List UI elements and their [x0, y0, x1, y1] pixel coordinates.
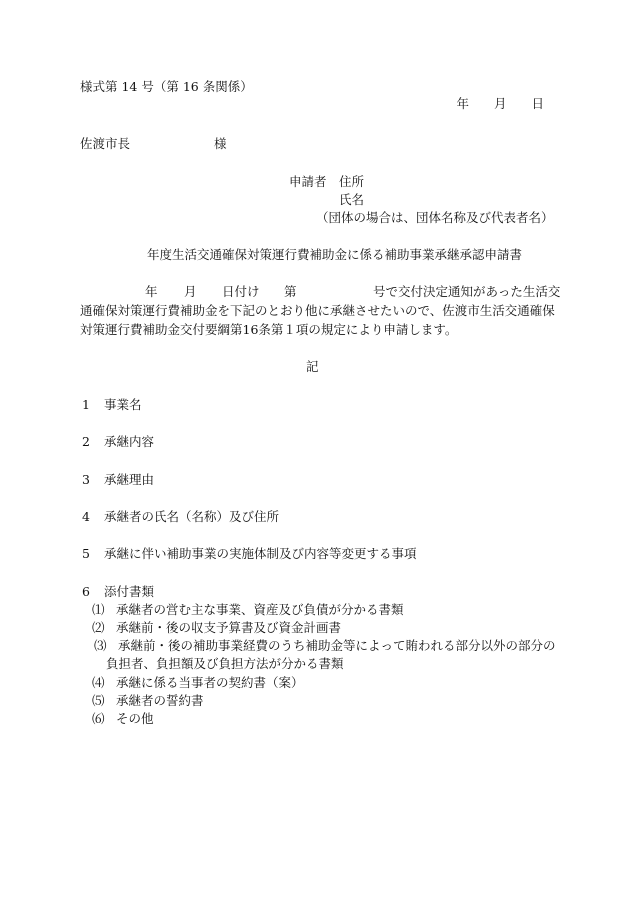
item-label: 承継者の氏名（名称）及び住所 — [104, 509, 280, 524]
date-year: 年 — [456, 96, 469, 111]
applicant-name-label: 氏名 — [339, 192, 365, 207]
item-label: 承継内容 — [104, 434, 155, 449]
attachment-number: ⑵ — [92, 620, 105, 635]
attachment-text: 承継に係る当事者の契約書（案） — [116, 675, 304, 690]
document-title: 年度生活交通確保対策運行費補助金に係る補助事業承継承認申請書 — [147, 247, 523, 262]
attachment-number: ⑴ — [92, 602, 105, 617]
attachment-text: その他 — [116, 711, 154, 726]
body-month: 月 — [184, 284, 197, 299]
body-year: 年 — [145, 284, 158, 299]
attachment-number: ⑷ — [92, 675, 105, 690]
attachment-text: 承継前・後の収支予算書及び資金計画書 — [116, 620, 342, 635]
item-label: 事業名 — [104, 397, 142, 412]
item-number: 6 — [82, 584, 90, 599]
item-label: 添付書類 — [104, 584, 155, 599]
date-line — [456, 98, 544, 111]
body-line-2: 通確保対策運行費補助金を下記のとおり他に承継させたいので、佐渡市生活交通確保 — [80, 303, 555, 318]
ki-heading: 記 — [306, 359, 319, 374]
date-month: 月 — [493, 96, 507, 111]
attachment-number: ⑹ — [92, 711, 105, 726]
applicant-address-label: 住所 — [339, 174, 365, 189]
form-number: 様式第 14 号（第 16 条関係） — [80, 79, 253, 94]
item-label: 承継理由 — [104, 472, 155, 487]
item-number: 4 — [82, 509, 90, 524]
attachment-text: 承継者の営む主な事業、資産及び負債が分かる書類 — [116, 602, 404, 617]
item-label: 承継に伴い補助事業の実施体制及び内容等変更する事項 — [104, 546, 417, 561]
attachment-text: 承継者の誓約書 — [116, 693, 204, 708]
addressee-name: 佐渡市長 — [80, 136, 131, 151]
body-line-3: 対策運行費補助金交付要綱第16条第１項の規定により申請します。 — [80, 322, 458, 337]
attachment-number: ⑶ — [94, 638, 107, 653]
attachment-number: ⑸ — [92, 693, 105, 708]
item-number: 3 — [82, 472, 90, 487]
date-day: 日 — [531, 96, 544, 111]
item-number: 1 — [82, 397, 90, 412]
body-line-1-rest: 号で交付決定通知があった生活交 — [373, 284, 561, 299]
body-dated: 日付け — [222, 284, 260, 299]
applicant-group-note: （団体の場合は、団体名称及び代表者名） — [316, 210, 554, 225]
item-number: 5 — [82, 546, 90, 561]
body-no: 第 — [284, 284, 297, 299]
item-number: 2 — [82, 434, 90, 449]
applicant-label: 申請者 — [289, 174, 327, 189]
attachment-text-continued: 負担者、負担額及び負担方法が分かる書類 — [106, 656, 344, 671]
attachment-text: 承継前・後の補助事業経費のうち補助金等によって賄われる部分以外の部分の — [118, 638, 556, 653]
addressee-honorific: 様 — [214, 136, 227, 151]
